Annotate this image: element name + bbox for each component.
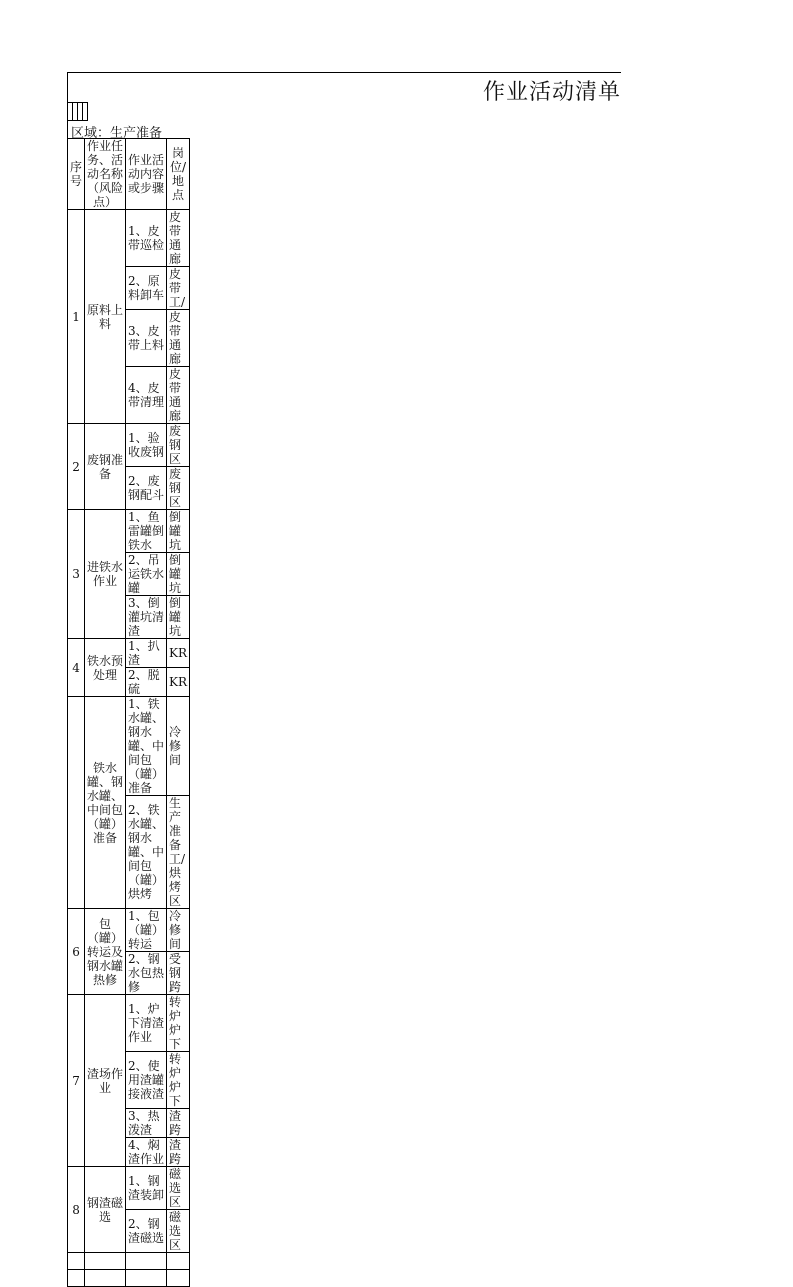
table-row bbox=[68, 210, 190, 267]
step-content: 3、热泼渣 bbox=[126, 1109, 167, 1138]
row-number: 7 bbox=[68, 995, 85, 1167]
task-name: 钢渣磁选 bbox=[85, 1167, 126, 1253]
step-content: 2、脱硫 bbox=[126, 668, 167, 697]
step-post: 倒罐坑 bbox=[167, 596, 190, 639]
row-number: 2 bbox=[68, 424, 85, 510]
task-name: 铁水罐、钢水罐、中间包（罐）准备 bbox=[85, 697, 126, 909]
step-post: 皮带通廊 bbox=[167, 367, 190, 424]
row-number: 6 bbox=[68, 909, 85, 995]
step-post: 渣跨 bbox=[167, 1109, 190, 1138]
region-row bbox=[67, 121, 621, 139]
blank-cell bbox=[68, 1253, 85, 1270]
blank-cell bbox=[85, 1253, 126, 1270]
blank-cell bbox=[68, 1270, 85, 1287]
header-no: 序号 bbox=[68, 139, 85, 210]
header-post: 岗位/地点 bbox=[167, 139, 190, 210]
empty-row bbox=[68, 1253, 190, 1270]
step-content: 2、使用渣罐接液渣 bbox=[126, 1052, 167, 1109]
step-post: 皮带通廊 bbox=[167, 310, 190, 367]
step-content: 1、包（罐）转运 bbox=[126, 909, 167, 952]
table-row bbox=[68, 1167, 190, 1210]
step-post: 皮带通廊 bbox=[167, 210, 190, 267]
step-post: 生产准备工/烘烤区 bbox=[167, 796, 190, 909]
table-row bbox=[68, 909, 190, 952]
blank-cell bbox=[83, 103, 88, 121]
step-content: 2、吊运铁水罐 bbox=[126, 553, 167, 596]
step-post: 倒罐坑 bbox=[167, 553, 190, 596]
step-post: 渣跨 bbox=[167, 1138, 190, 1167]
blank-cell bbox=[126, 1253, 167, 1270]
table-row bbox=[68, 697, 190, 796]
step-content: 1、扒渣 bbox=[126, 639, 167, 668]
header-row bbox=[68, 139, 190, 210]
step-content: 1、验收废钢 bbox=[126, 424, 167, 467]
table-row bbox=[68, 510, 190, 553]
step-post: 倒罐坑 bbox=[167, 510, 190, 553]
step-post: 皮带工/ bbox=[167, 267, 190, 310]
header-content: 作业活动内容或步骤 bbox=[126, 139, 167, 210]
step-post: 受钢跨 bbox=[167, 952, 190, 995]
task-name: 包（罐）转运及钢水罐热修 bbox=[85, 909, 126, 995]
step-post: 转炉炉下 bbox=[167, 1052, 190, 1109]
step-post: 冷修间 bbox=[167, 909, 190, 952]
activity-table bbox=[67, 138, 190, 1287]
step-post: KR bbox=[167, 668, 190, 697]
step-content: 3、倒灌坑清渣 bbox=[126, 596, 167, 639]
task-name: 进铁水作业 bbox=[85, 510, 126, 639]
table-row bbox=[68, 424, 190, 467]
step-content: 1、炉下清渣作业 bbox=[126, 995, 167, 1052]
step-content: 1、鱼雷罐倒铁水 bbox=[126, 510, 167, 553]
step-content: 1、钢渣装卸 bbox=[126, 1167, 167, 1210]
step-content: 2、钢水包热修 bbox=[126, 952, 167, 995]
step-content: 3、皮带上料 bbox=[126, 310, 167, 367]
table-row bbox=[68, 995, 190, 1052]
step-post: 废钢区 bbox=[167, 424, 190, 467]
row-number: 1 bbox=[68, 210, 85, 424]
step-content: 4、皮带清理 bbox=[126, 367, 167, 424]
region-label: 区域：生产准备 bbox=[71, 126, 163, 141]
task-name: 原料上料 bbox=[85, 210, 126, 424]
step-content: 2、废钢配斗 bbox=[126, 467, 167, 510]
page-title: 作业活动清单 bbox=[482, 80, 621, 105]
title-row bbox=[67, 72, 621, 103]
step-content: 2、钢渣磁选 bbox=[126, 1210, 167, 1253]
blank-cell bbox=[167, 1270, 190, 1287]
step-post: 冷修间 bbox=[167, 697, 190, 796]
header-task: 作业任务、活动名称（风险点） bbox=[85, 139, 126, 210]
step-content: 4、焖渣作业 bbox=[126, 1138, 167, 1167]
empty-row bbox=[68, 1270, 190, 1287]
blank-row-top bbox=[67, 102, 88, 121]
task-name: 铁水预处理 bbox=[85, 639, 126, 697]
step-content: 1、铁水罐、钢水罐、中间包（罐）准备 bbox=[126, 697, 167, 796]
step-content: 2、铁水罐、钢水罐、中间包（罐）烘烤 bbox=[126, 796, 167, 909]
task-name: 渣场作业 bbox=[85, 995, 126, 1167]
blank-cell bbox=[167, 1253, 190, 1270]
step-content: 1、皮带巡检 bbox=[126, 210, 167, 267]
task-name: 废钢准备 bbox=[85, 424, 126, 510]
blank-cell bbox=[85, 1270, 126, 1287]
row-number: 4 bbox=[68, 639, 85, 697]
step-post: KR bbox=[167, 639, 190, 668]
table-row bbox=[68, 639, 190, 668]
step-post: 磁选区 bbox=[167, 1210, 190, 1253]
row-number: 8 bbox=[68, 1167, 85, 1253]
step-content: 2、原料卸车 bbox=[126, 267, 167, 310]
step-post: 废钢区 bbox=[167, 467, 190, 510]
blank-cell bbox=[126, 1270, 167, 1287]
row-number: 3 bbox=[68, 510, 85, 639]
step-post: 转炉炉下 bbox=[167, 995, 190, 1052]
step-post: 磁选区 bbox=[167, 1167, 190, 1210]
row-number bbox=[68, 697, 85, 909]
